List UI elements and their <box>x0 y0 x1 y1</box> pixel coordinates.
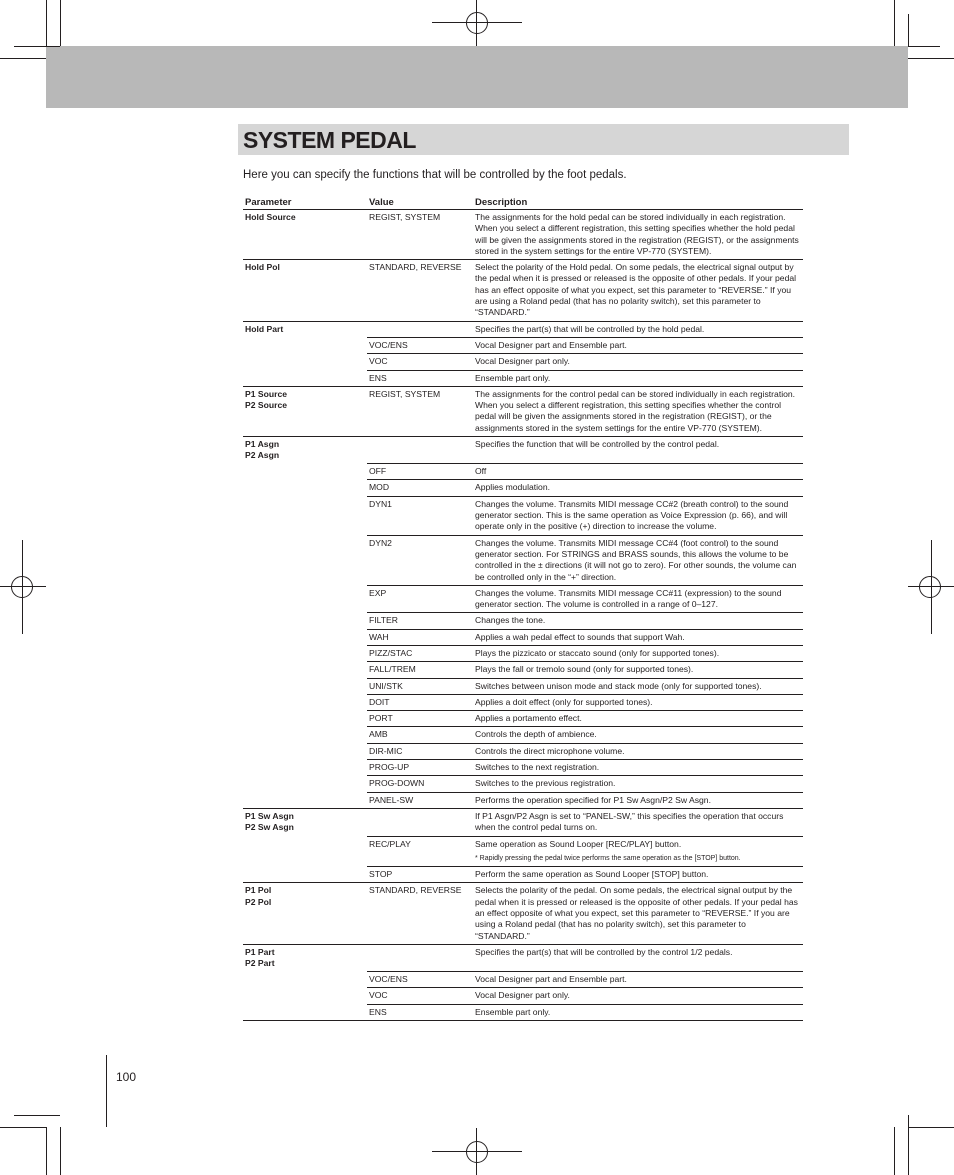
parameter-cell <box>243 646 367 662</box>
parameter-cell <box>243 760 367 776</box>
parameter-table <box>243 195 803 1021</box>
parameter-cell <box>243 210 367 260</box>
value-cell: STOP <box>367 867 473 883</box>
description-cell <box>473 792 803 808</box>
value-cell: VOC/ENS <box>367 337 473 353</box>
description-text: Perform the same operation as Sound Looper [STOP] button. <box>475 869 709 880</box>
parameter-cell <box>243 727 367 743</box>
description-text: Applies a doit effect (only for supported tones). <box>475 696 653 707</box>
parameter-cell <box>243 694 367 710</box>
description-text: Applies a wah pedal effect to sounds that support Wah. <box>475 631 685 642</box>
value-cell: VOC/ENS <box>367 972 473 988</box>
parameter-cell <box>243 585 367 613</box>
value-cell: FALL/TREM <box>367 662 473 678</box>
description-text: The assignments for the control pedal can be stored individually in each registration. When you select a different registration, this setting specifies whether the control pedal will be given the assignments stored in the registration (REGIST), or the assignments stored in the system settings for the entire VP-770 (SYSTEM). <box>475 388 796 433</box>
header-description: Description <box>473 195 803 210</box>
value-cell: EXP <box>367 585 473 613</box>
description-text: Controls the depth of ambience. <box>475 729 597 740</box>
description-cell <box>473 711 803 727</box>
description-text: Same operation as Sound Looper [REC/PLAY] button. <box>475 838 682 849</box>
value-cell: PROG-UP <box>367 760 473 776</box>
parameter-cell <box>243 711 367 727</box>
parameter-name: P1 Source <box>245 388 288 399</box>
description-cell <box>473 1004 803 1020</box>
value-cell: PROG-DOWN <box>367 776 473 792</box>
value-cell: VOC <box>367 354 473 370</box>
parameter-cell <box>243 743 367 759</box>
value-cell: DOIT <box>367 694 473 710</box>
parameter-name: Hold Source <box>245 212 296 222</box>
description-cell <box>473 678 803 694</box>
parameter-name: P1 Sw Asgn <box>245 810 294 821</box>
description-cell <box>473 776 803 792</box>
parameter-cell <box>243 792 367 808</box>
description-text: Selects the polarity of the pedal. On some pedals, the electrical signal output by the pedal when it is pressed or released is the opposite of other pedals. If your pedal has an effect opposite of what you expect, set this parameter to “REVERSE.” If you are using a Roland pedal (that has no polarity switch), set this parameter to “STANDARD.” <box>475 885 798 941</box>
parameter-cell <box>243 260 367 321</box>
value-cell: REC/PLAY <box>367 836 473 867</box>
parameter-name: Hold Pol <box>245 262 280 273</box>
parameter-name: P1 Part <box>245 946 275 957</box>
table-row <box>243 678 803 694</box>
parameter-cell <box>243 678 367 694</box>
parameter-cell <box>243 437 367 464</box>
parameter-cell <box>243 1004 367 1020</box>
parameter-name: P2 Asgn <box>245 450 280 461</box>
value-cell: REGIST, SYSTEM <box>367 386 473 436</box>
value-cell: ENS <box>367 370 473 386</box>
table-header-row <box>243 195 803 210</box>
description-text: Controls the direct microphone volume. <box>475 745 625 756</box>
table-row <box>243 662 803 678</box>
table-row <box>243 792 803 808</box>
header-banner <box>46 46 908 108</box>
description-cell <box>473 662 803 678</box>
description-note: * Rapidly pressing the pedal twice performs the same operation as the [STOP] button. <box>475 854 741 862</box>
table-row <box>243 988 803 1004</box>
parameter-cell <box>243 613 367 629</box>
description-text: Vocal Designer part only. <box>475 990 570 1001</box>
header-parameter: Parameter <box>243 195 367 210</box>
description-cell <box>473 944 803 971</box>
parameter-cell <box>243 808 367 836</box>
parameter-cell <box>243 776 367 792</box>
description-text: Off <box>475 466 487 477</box>
table-row <box>243 585 803 613</box>
description-cell <box>473 972 803 988</box>
description-cell <box>473 210 803 260</box>
description-cell <box>473 321 803 337</box>
parameter-cell <box>243 321 367 337</box>
description-cell <box>473 585 803 613</box>
table-row <box>243 727 803 743</box>
description-text: Vocal Designer part and Ensemble part. <box>475 339 627 350</box>
value-cell: OFF <box>367 464 473 480</box>
description-text: Plays the fall or tremolo sound (only for supported tones). <box>475 664 694 675</box>
value-cell <box>367 437 473 464</box>
description-cell <box>473 370 803 386</box>
parameter-cell <box>243 867 367 883</box>
description-cell <box>473 808 803 836</box>
description-text: Select the polarity of the Hold pedal. On some pedals, the electrical signal output by the pedal when it is pressed or released is the opposite of other pedals. If your pedal has an effect opposite of what you expect, set this parameter to “REVERSE.” If you are using a Roland pedal (that has no polarity switch), set this parameter to “STANDARD.” <box>475 262 797 318</box>
value-cell: STANDARD, REVERSE <box>367 260 473 321</box>
parameter-cell <box>243 836 367 867</box>
table-row <box>243 629 803 645</box>
description-text: Specifies the part(s) that will be controlled by the control 1/2 pedals. <box>475 946 733 957</box>
parameter-cell <box>243 944 367 971</box>
table-row <box>243 480 803 496</box>
table-row <box>243 260 803 321</box>
description-cell <box>473 727 803 743</box>
description-text: Switches between unison mode and stack mode (only for supported tones). <box>475 680 762 691</box>
table-row <box>243 437 803 464</box>
parameter-cell <box>243 629 367 645</box>
table-row <box>243 776 803 792</box>
value-cell: REGIST, SYSTEM <box>367 210 473 260</box>
value-cell: DYN2 <box>367 535 473 585</box>
table-row <box>243 646 803 662</box>
page-title: SYSTEM PEDAL <box>243 127 416 153</box>
description-cell <box>473 760 803 776</box>
parameter-name: P2 Part <box>245 958 275 969</box>
description-text: Switches to the next registration. <box>475 762 600 773</box>
value-cell <box>367 944 473 971</box>
description-text: Vocal Designer part and Ensemble part. <box>475 974 627 985</box>
description-cell <box>473 867 803 883</box>
table-row <box>243 972 803 988</box>
description-text: Plays the pizzicato or staccato sound (only for supported tones). <box>475 648 720 658</box>
table-row <box>243 354 803 370</box>
parameter-cell <box>243 988 367 1004</box>
description-cell <box>473 883 803 944</box>
table-row <box>243 883 803 944</box>
description-cell <box>473 988 803 1004</box>
table-row <box>243 535 803 585</box>
table-row <box>243 808 803 836</box>
parameter-cell <box>243 386 367 436</box>
description-text: Specifies the function that will be controlled by the control pedal. <box>475 439 720 450</box>
description-cell <box>473 496 803 535</box>
value-cell: AMB <box>367 727 473 743</box>
table-row <box>243 386 803 436</box>
description-cell <box>473 836 803 867</box>
description-cell <box>473 354 803 370</box>
description-text: The assignments for the hold pedal can be stored individually in each registration. When you select a different registration, this setting specifies whether the hold pedal will be given the assignments stored in the registration (REGIST), or the assignments stored in the system settings for the entire VP-770 (SYSTEM). <box>475 212 799 256</box>
value-cell: UNI/STK <box>367 678 473 694</box>
table-row <box>243 613 803 629</box>
table-row <box>243 836 803 867</box>
description-cell <box>473 386 803 436</box>
parameter-cell <box>243 354 367 370</box>
header-value: Value <box>367 195 473 210</box>
parameter-cell <box>243 370 367 386</box>
description-text: Applies modulation. <box>475 482 551 493</box>
description-text: Changes the volume. Transmits MIDI message CC#2 (breath control) to the sound generator section. This is the same operation as Voice Expression (p. 66), and will operate only in the positive (+) direction to increase the volume. <box>475 498 789 532</box>
value-cell: PORT <box>367 711 473 727</box>
table-body <box>243 210 803 1021</box>
description-text: Switches to the previous registration. <box>475 778 616 789</box>
page-number: 100 <box>116 1070 137 1084</box>
value-cell: WAH <box>367 629 473 645</box>
table-row <box>243 743 803 759</box>
parameter-cell <box>243 972 367 988</box>
parameter-name: Hold Part <box>245 323 284 334</box>
value-cell: STANDARD, REVERSE <box>367 883 473 944</box>
table-row <box>243 694 803 710</box>
description-cell <box>473 646 803 662</box>
description-cell <box>473 535 803 585</box>
value-cell: PANEL-SW <box>367 792 473 808</box>
value-cell: ENS <box>367 1004 473 1020</box>
value-cell: DYN1 <box>367 496 473 535</box>
table-row <box>243 867 803 883</box>
table-row <box>243 321 803 337</box>
value-cell: FILTER <box>367 613 473 629</box>
parameter-cell <box>243 337 367 353</box>
value-cell <box>367 321 473 337</box>
table-row <box>243 711 803 727</box>
parameter-name: P1 Pol <box>245 885 272 896</box>
description-cell <box>473 480 803 496</box>
description-cell <box>473 629 803 645</box>
parameter-cell <box>243 535 367 585</box>
value-cell <box>367 808 473 836</box>
description-cell <box>473 464 803 480</box>
value-cell: MOD <box>367 480 473 496</box>
description-cell <box>473 613 803 629</box>
description-text: Changes the volume. Transmits MIDI message CC#4 (foot control) to the sound generator section. For STRINGS and BRASS sounds, this allows the volume to be controlled in the ± directions (it will not go to zero). For other sounds, the volume can be controlled only in the “+” direction. <box>475 537 797 582</box>
description-text: If P1 Asgn/P2 Asgn is set to “PANEL-SW,” this specifies the operation that occurs when the control pedal turns on. <box>475 810 784 833</box>
parameter-cell <box>243 883 367 944</box>
description-text: Changes the volume. Transmits MIDI message CC#11 (expression) to the sound generator section. The volume is controlled in a range of 0–127. <box>475 587 782 610</box>
table-row <box>243 1004 803 1020</box>
table-row <box>243 370 803 386</box>
description-cell <box>473 437 803 464</box>
table-row <box>243 464 803 480</box>
table-row <box>243 210 803 260</box>
description-text: Ensemble part only. <box>475 1006 551 1017</box>
intro-text: Here you can specify the functions that will be controlled by the foot pedals. <box>243 169 627 181</box>
description-text: Performs the operation specified for P1 Sw Asgn/P2 Sw Asgn. <box>475 794 711 805</box>
margin-rule <box>106 1055 107 1127</box>
parameter-name: P2 Source <box>245 400 288 411</box>
description-cell <box>473 260 803 321</box>
table-row <box>243 944 803 971</box>
description-text: Applies a portamento effect. <box>475 713 582 724</box>
parameter-cell <box>243 464 367 480</box>
parameter-cell <box>243 480 367 496</box>
description-cell <box>473 337 803 353</box>
description-text: Vocal Designer part only. <box>475 356 570 367</box>
description-text: Specifies the part(s) that will be controlled by the hold pedal. <box>475 323 705 334</box>
parameter-cell <box>243 496 367 535</box>
value-cell: DIR-MIC <box>367 743 473 759</box>
description-cell <box>473 694 803 710</box>
parameter-cell <box>243 662 367 678</box>
value-cell: VOC <box>367 988 473 1004</box>
table-row <box>243 337 803 353</box>
description-cell <box>473 743 803 759</box>
parameter-name: P1 Asgn <box>245 439 280 450</box>
description-text: Ensemble part only. <box>475 372 551 383</box>
parameter-name: P2 Sw Asgn <box>245 822 294 833</box>
parameter-name: P2 Pol <box>245 896 272 907</box>
table-row <box>243 496 803 535</box>
description-text: Changes the tone. <box>475 615 546 626</box>
table-row <box>243 760 803 776</box>
value-cell: PIZZ/STAC <box>367 646 473 662</box>
